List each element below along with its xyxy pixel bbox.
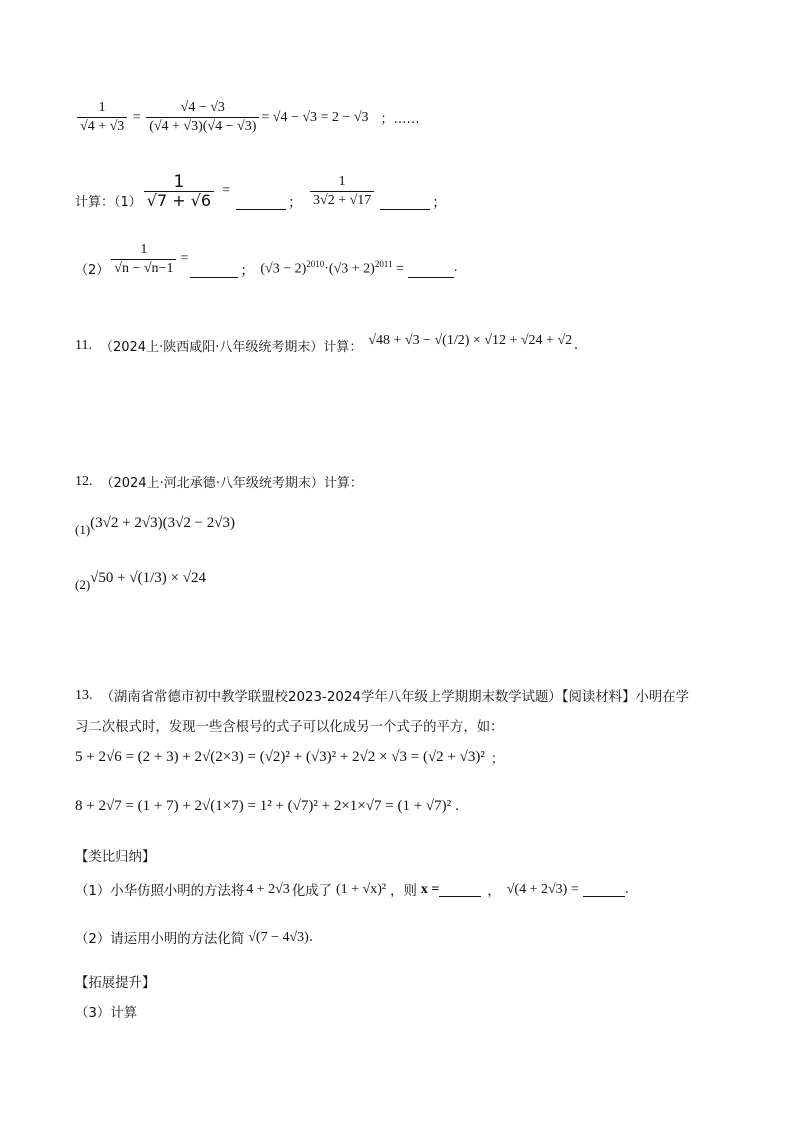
- q13-item-3: （3）计算: [75, 1006, 138, 1021]
- q13-line-2: 习二次根式时，发现一些含根号的式子可以化成另一个式子的平方，如：: [75, 720, 504, 735]
- calc-line-1: 计算：（1） $\frac{1}{√7 + √6}$ = ； $\frac{1}{3√2 + √17}$ ；: [75, 171, 447, 211]
- q12-part-1: (1) (3√2 + 2√3)(3√2 − 2√3): [75, 514, 236, 537]
- question-12: [75, 472, 363, 491]
- q12-number: 12.: [75, 473, 93, 489]
- intro-fraction-right: $\frac{√4 - √3}{(√4 + √3)(√4 - √3)}$: [146, 100, 259, 135]
- answer-blank-1[interactable]: [236, 195, 286, 210]
- q11-source: （2024上·陕西咸阳·八年级统考期末）计算：: [99, 340, 363, 355]
- question-13: [75, 686, 689, 705]
- q12-part-1-expression: (3√2 + 2√3)(3√2 − 2√3): [90, 514, 236, 531]
- answer-blank-4[interactable]: [408, 263, 454, 278]
- q13-equation-1: 5 + 2√6 = (2 + 3) + 2√(2×3) = (√2)² + (√3)² + 2√2 × √3 = (√2 + √3)² ；: [75, 749, 504, 766]
- q11-expression: √48 + √3 − √(1/2) × √12 + √24 + √2: [368, 332, 573, 348]
- heading-analogy: 【类比归纳】: [75, 850, 156, 865]
- q12-part-2-expression: √50 + √(1/3) × √24: [90, 569, 206, 586]
- heading-extension: 【拓展提升】: [75, 976, 156, 991]
- answer-blank-root[interactable]: [583, 882, 625, 897]
- question-11: 11. （2024上·陕西咸阳·八年级统考期末）计算： √48 + √3 − √(1/2) × √12 + √24 + √2 .: [75, 332, 578, 355]
- q13-source: （湖南省常德市初中教学联盟校2023-2024学年八年级上学期期末数学试题）【阅读材料】小明在学: [100, 690, 690, 705]
- q13-item-1: （1）小华仿照小明的方法将 4 + 2√3 化成了 (1 + √x)² ，则 x = ， √(4 + 2√3) = .: [75, 881, 629, 899]
- q12-source: （2024上·河北承德·八年级统考期末）计算：: [100, 476, 363, 491]
- calc-q3-fraction: $\frac{1}{√n - √n-1}$: [111, 242, 176, 277]
- q13-equation-2: 8 + 2√7 = (1 + 7) + 2√(1×7) = 1² + (√7)² + 2×1×√7 = (1 + √7)² .: [75, 798, 459, 814]
- answer-blank-x[interactable]: [439, 882, 481, 897]
- intro-fraction-left: $\frac{1}{√4 + √3}$: [77, 100, 127, 135]
- calc-label: 计算：（1）: [75, 194, 142, 210]
- calc-line-2: （2） $\frac{1}{√n - √n-1}$ = ； $(√3 - 2)^{2010}\cdot(√3 + 2)^{2011}$ = .: [75, 241, 458, 279]
- calc-q4-expression: $(√3 - 2)^{2010}\cdot(√3 + 2)^{2011}$ =: [260, 258, 404, 277]
- q13-item-2: （2）请运用小明的方法化简 √(7 − 4√3) .: [75, 929, 314, 947]
- q11-number: 11.: [75, 337, 92, 353]
- answer-blank-2[interactable]: [380, 195, 430, 210]
- intro-ellipsis: ；……: [380, 112, 420, 127]
- calc-q2-fraction: $\frac{1}{3√2 + √17}$: [310, 174, 374, 209]
- q12-part-2: (2) √50 + √(1/3) × √24: [75, 569, 206, 592]
- q13-number: 13.: [75, 687, 93, 703]
- intro-formula: $\frac{1}{√4 + √3}$ = $\frac{√4 - √3}{(√4 + √3)(√4 - √3)}$ = √4 − √3 = 2 − √3 ；……: [75, 100, 420, 135]
- intro-result: = √4 − √3 = 2 − √3: [261, 109, 369, 125]
- answer-blank-3[interactable]: [190, 263, 238, 278]
- calc-q1-fraction: $\frac{1}{√7 + √6}$: [144, 174, 214, 209]
